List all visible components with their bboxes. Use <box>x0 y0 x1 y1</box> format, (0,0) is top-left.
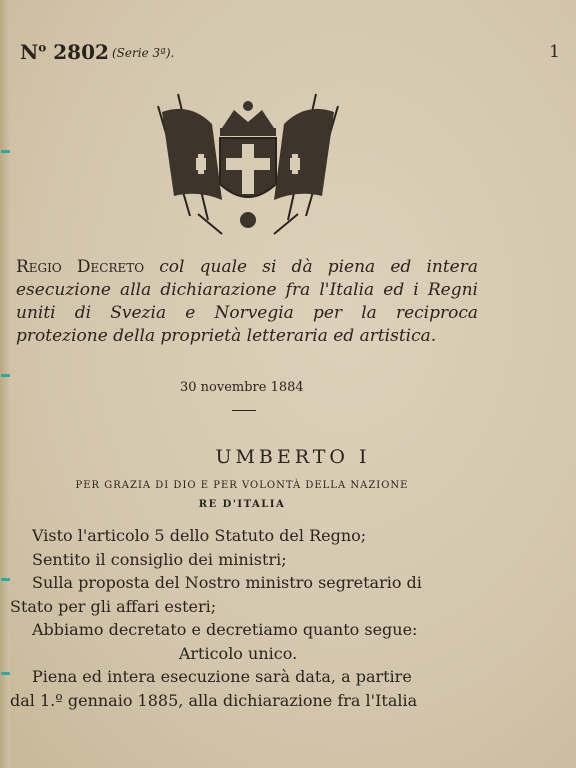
body-line: Abbiamo decretato e decretiamo quanto segue: <box>32 620 418 639</box>
article-text: Piena ed intera esecuzione sarà data, a partire <box>32 667 412 686</box>
section-divider <box>232 410 256 411</box>
decree-title-smallcaps: Regio Decreto <box>16 257 145 277</box>
page-header <box>20 40 560 70</box>
sovereign-grace: PER GRAZIA DI DIO E PER VOLONTÀ DELLA NAZIONE <box>75 480 409 491</box>
sovereign-title: RE D'ITALIA <box>198 499 286 510</box>
body-line: Stato per gli affari esteri; <box>10 596 217 616</box>
binding-stitch <box>1 374 10 377</box>
body-line: Sentito il consiglio dei ministri; <box>32 549 287 569</box>
crown-cross-flags-emblem <box>150 88 346 238</box>
binding-edge <box>0 0 10 768</box>
decree-title-text: col quale si dà piena ed intera esecuzione alla dichiarazione fra l'Italia ed i Regni uniti di Svezia e Norvegia per la reciproca protezione della proprietà letteraria ed artistica. <box>16 257 478 346</box>
page-number: 1 <box>549 42 560 62</box>
sovereign-name: UMBERTO I <box>215 446 371 468</box>
article-text: dal 1.º gennaio 1885, alla dichiarazione fra l'Italia <box>10 690 418 710</box>
binding-stitch <box>1 578 10 581</box>
series-label: (Serie 3ª). <box>112 46 175 60</box>
body-line: Visto l'articolo 5 dello Statuto del Regno; <box>32 526 367 545</box>
decree-title <box>16 256 478 348</box>
binding-stitch <box>1 150 10 153</box>
body-line: Sulla proposta del Nostro ministro segretario di <box>32 573 422 592</box>
decree-date: 30 novembre 1884 <box>180 380 304 395</box>
binding-stitch <box>1 672 10 675</box>
article-heading: Articolo unico. <box>178 643 298 663</box>
decree-body <box>10 524 466 712</box>
decree-number: $N^o$ 2802 <box>20 40 109 64</box>
